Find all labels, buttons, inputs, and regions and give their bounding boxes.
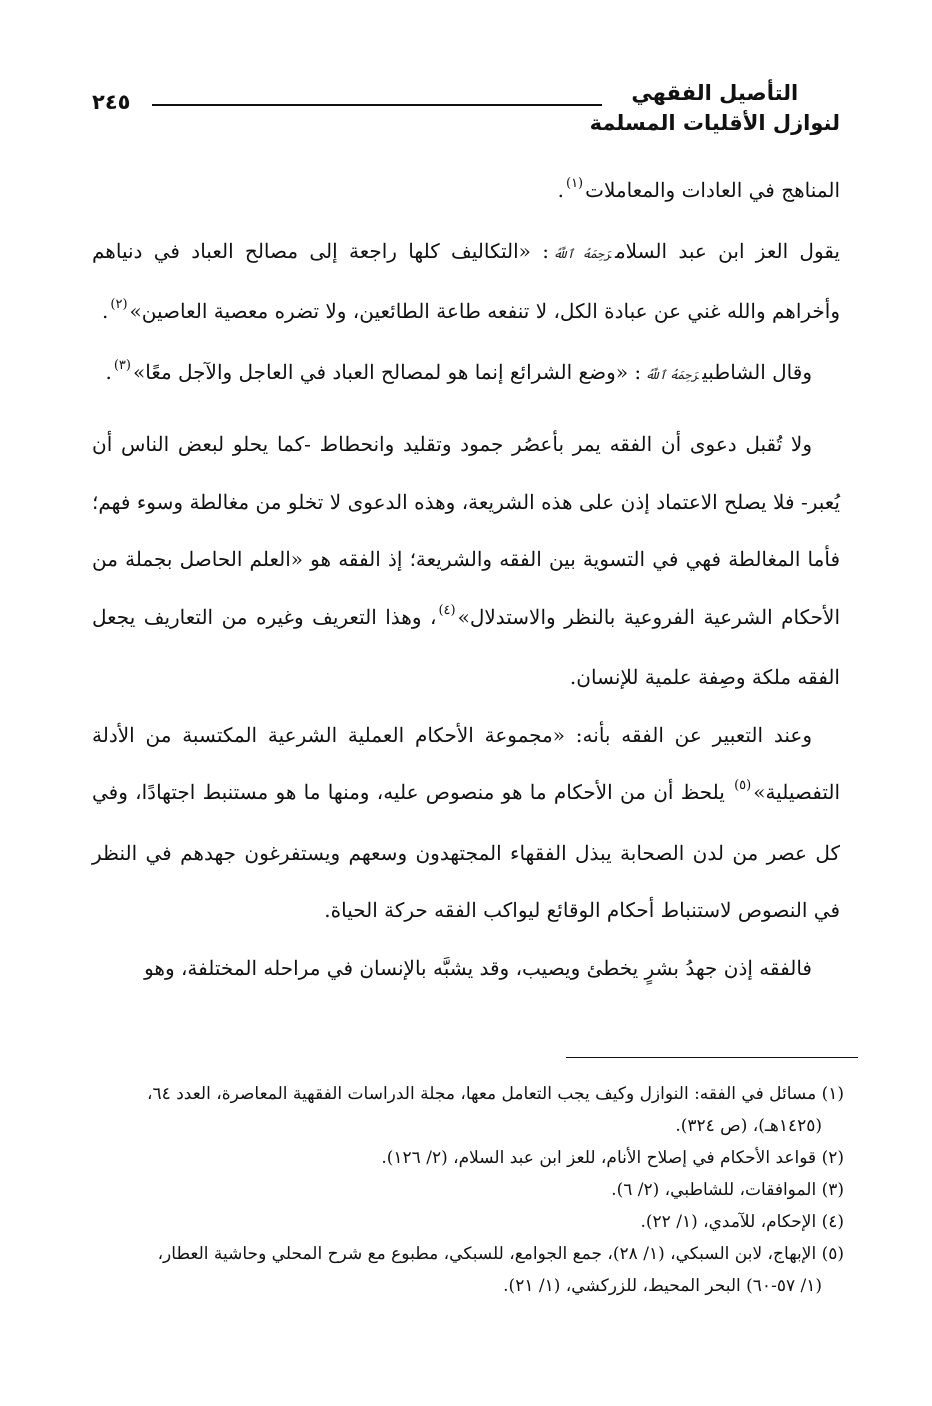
footnote-2: (٢) قواعد الأحكام في إصلاح الأنام، للعز ابن عبد السلام، (٢/ ١٢٦).	[381, 1148, 844, 1168]
paragraph-6	[92, 940, 840, 998]
paragraph-3-lead: وقال الشاطبي	[702, 359, 812, 384]
footnote-mark-3: (٣)	[113, 357, 131, 373]
main-text	[92, 162, 840, 997]
footnote-mark-4: (٤)	[438, 602, 456, 618]
paragraph-6-text: فالفقه إذن جهدُ بشرٍ يخطئ ويصيب، وقد يشبَّه بالإنسان في مراحله المختلفة، وهو	[144, 955, 812, 980]
paragraph-5	[92, 707, 840, 940]
book-title-line-2: لنوازل الأقليات المسلمة	[589, 111, 840, 135]
paragraph-2-quote: : «التكاليف كلها راجعة إلى مصالح العباد في دنياهم وأخراهم والله غني عن عبادة الكل، لا تنفعه طاعة الطائعين، ولا تضره معصية العاصين»	[92, 238, 840, 323]
paragraph-3-quote: : «وضع الشرائع إنما هو لمصالح العباد في العاجل والآجل معًا»	[132, 359, 642, 384]
header-rule	[152, 104, 602, 106]
page-number: ٢٤٥	[92, 90, 131, 114]
paragraph-3: وقال الشاطبيرَحِمَهُ ٱللَّهُ: «وضع الشرائع إنما هو لمصالح العباد في العاجل والآجل معًا»$^{(٣)}$.	[105, 357, 812, 384]
running-header	[92, 78, 840, 148]
paragraph-1-text: المناهج في العادات والمعاملات	[585, 178, 840, 202]
footnote-1-continued: (١٤٢٥هـ)، (ص ٣٢٤).	[675, 1116, 822, 1136]
footnote-4: (٤) الإحكام، للآمدي، (١/ ٢٢).	[640, 1212, 844, 1232]
paragraph-4-text-a: ولا تُقبل دعوى أن الفقه يمر بأعصُر جمود وتقليد وانحطاط -كما يحلو لبعض الناس أن يُعبر- فلا يصلح الاعتماد إذن على هذه الشريعة، وهذه الدعوى لا تخلو من مغالطة وسوء فهم؛ فأما المغالطة فهي في التسوية بين الفقه والشريعة؛ إذ الفقه هو «العلم الحاصل بجملة من الأحكام الشرعية الفروعية بالنظر والاستدلال»	[92, 432, 841, 629]
footnotes	[82, 1078, 844, 1302]
paragraph-2-lead: يقول العز ابن عبد السلام	[614, 238, 840, 263]
footnote-5-continued: (١/ ٥٧-٦٠) البحر المحيط، للزركشي، (١/ ٢١).	[503, 1276, 822, 1296]
paragraph-5-text-b: يلحظ أن من الأحكام ما هو منصوص عليه، ومنها ما هو مستنبط اجتهادًا، وفي كل عصر من لدن الصحابة يبذل الفقهاء المجتهدون وسعهم ويستفرغون جهدهم في النظر في النصوص لاستنباط أحكام الوقائع ليواكب الفقه حركة الحياة.	[92, 780, 840, 922]
honorific-ligature: رَحِمَهُ ٱللَّهُ	[645, 367, 699, 382]
footnote-5: (٥) الإبهاج، لابن السبكي، (١/ ٢٨)، جمع الجوامع، للسبكي، مطبوع مع شرح المحلي وحاشية العطار،	[157, 1244, 844, 1264]
footnote-mark-2: (٢)	[110, 297, 128, 312]
footnote-3: (٣) الموافقات، للشاطبي، (٢/ ٦).	[611, 1180, 844, 1200]
book-title	[590, 78, 840, 138]
footnote-separator	[566, 1057, 858, 1058]
paragraph-5-text-a: وعند التعبير عن الفقه بأنه: «مجموعة الأحكام العملية الشرعية المكتسبة من الأدلة التفصيلية»	[92, 722, 841, 804]
footnote-mark-5: (٥)	[734, 778, 752, 793]
footnote-mark-1: (١)	[565, 176, 584, 191]
paragraph-4-text-b: ، وهذا التعريف وغيره من التعاريف يجعل الفقه ملكة وصِفة علمية للإنسان.	[92, 604, 840, 689]
paragraph-4	[92, 416, 840, 707]
footnote-1: (١) مسائل في الفقه: النوازل وكيف يجب التعامل معها، مجلة الدراسات الفقهية المعاصرة، العدد ٦٤،	[147, 1084, 844, 1104]
paragraph-2: يقول العز ابن عبد السلامرَحِمَهُ ٱللَّهُ: «التكاليف كلها راجعة إلى مصالح العباد في دنياهم وأخراهم والله غني عن عبادة الكل، لا تنفعه طاعة الطائعين، ولا تضره معصية العاصين»$^{(٢)}$.	[92, 238, 840, 323]
book-title-line-1: التأصيل الفقهي	[631, 81, 799, 105]
honorific-ligature: رَحِمَهُ ٱللَّهُ	[552, 246, 611, 261]
paragraph-1: المناهج في العادات والمعاملات$^{(١)}$.	[557, 176, 840, 202]
